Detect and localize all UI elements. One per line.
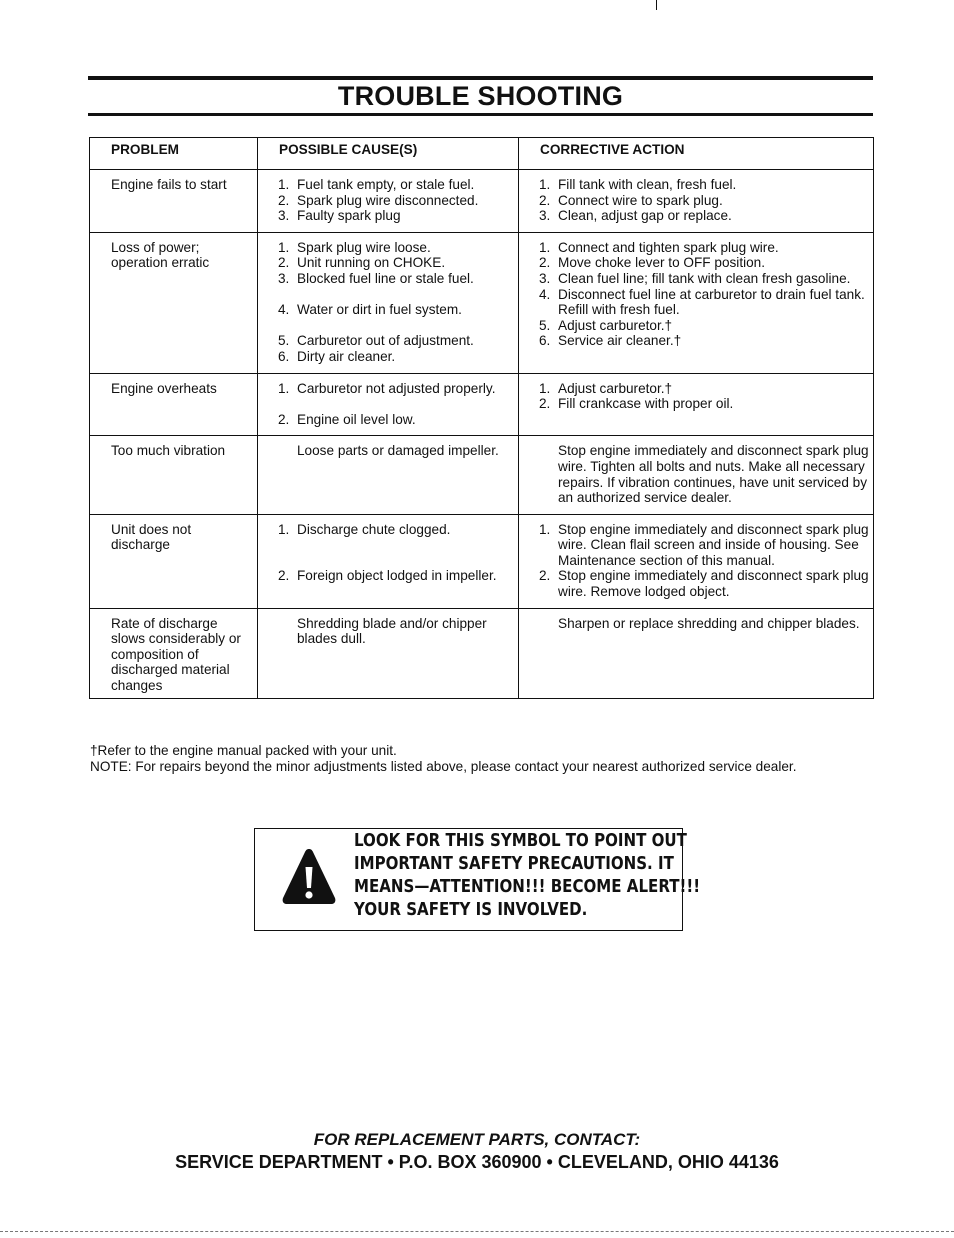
item-text: Carburetor out of adjustment. [297, 333, 474, 349]
item-text: Fill tank with clean, fresh fuel. [558, 177, 737, 192]
item-text: Water or dirt in fuel system. [297, 302, 462, 318]
header-action: CORRECTIVE ACTION [519, 138, 874, 170]
cause-item [278, 412, 514, 428]
item-text: Move choke lever to OFF position. [558, 255, 766, 271]
table-row [90, 436, 874, 514]
item-number: 5. [539, 317, 551, 333]
action-cell [519, 436, 874, 514]
cause-item [278, 349, 514, 365]
action-item [539, 396, 869, 412]
item-text: Blocked fuel line or stale fuel. [297, 270, 474, 286]
contact-heading: FOR REPLACEMENT PARTS, CONTACT: [313, 1130, 641, 1149]
item-number: 1. [539, 239, 551, 255]
item-number: 2. [278, 192, 290, 208]
page-title: TROUBLE SHOOTING [337, 81, 624, 111]
item-text: Stop engine immediately and disconnect spark plug wire. Tighten all bolts and nuts. Make all necessary repairs. If vibration continues, have unit serviced by an authorized service dealer. [558, 443, 869, 506]
cause-cell [258, 373, 519, 436]
item-number [539, 616, 558, 632]
cause-item [278, 240, 514, 256]
safety-notice [254, 828, 701, 931]
item-number: 2. [278, 255, 290, 271]
item-text: Fill crankcase with proper oil. [558, 396, 734, 412]
item-number: 2. [539, 255, 551, 271]
safety-text [354, 830, 701, 922]
action-item [539, 255, 869, 271]
header-problem: PROBLEM [90, 138, 258, 170]
dagger-footnote: †Refer to the engine manual packed with your unit. [90, 743, 397, 758]
cause-cell [258, 232, 519, 373]
item-text: Adjust carburetor.† [558, 380, 673, 396]
line-spacer [278, 318, 514, 334]
action-cell [519, 608, 874, 698]
item-text: Clean, adjust gap or replace. [558, 208, 732, 224]
warning-triangle-icon [281, 847, 337, 907]
item-number [539, 443, 558, 505]
action-cell [519, 514, 874, 608]
item-number: 3. [278, 208, 290, 224]
item-number: 2. [278, 568, 290, 584]
item-text: Discharge chute clogged. [297, 521, 451, 537]
line-spacer [278, 537, 514, 553]
cause-item [278, 255, 514, 271]
problem-cell: Rate of discharge slows considerably or composition of discharged material changes [90, 608, 258, 698]
item-text: Engine oil level low. [297, 411, 416, 427]
item-text: Connect and tighten spark plug wire. [558, 239, 779, 255]
cause-item [278, 193, 514, 209]
item-number: 4. [539, 286, 551, 302]
item-number: 1. [539, 380, 551, 396]
line-spacer [278, 553, 514, 569]
line-spacer [278, 396, 514, 412]
item-text: Adjust carburetor.† [558, 317, 673, 333]
cause-item [278, 302, 514, 318]
item-text: Fuel tank empty, or stale fuel. [297, 177, 475, 192]
item-text: Loose parts or damaged impeller. [297, 443, 499, 459]
contact-address: SERVICE DEPARTMENT • P.O. BOX 360900 • CLEVELAND, OHIO 44136 [175, 1152, 779, 1172]
item-text: Carburetor not adjusted properly. [297, 380, 496, 396]
item-number: 6. [278, 348, 290, 364]
action-item [539, 616, 869, 632]
item-text: Stop engine immediately and disconnect spark plug wire. Remove lodged object. [558, 568, 869, 600]
item-text: Foreign object lodged in impeller. [297, 568, 497, 584]
table-row [90, 232, 874, 373]
problem-cell: Engine overheats [90, 373, 258, 436]
item-text: Unit running on CHOKE. [297, 255, 446, 271]
item-number: 1. [539, 521, 551, 537]
action-cell [519, 373, 874, 436]
item-number: 2. [278, 411, 290, 427]
action-cell [519, 170, 874, 233]
table-row [90, 514, 874, 608]
item-text: Faulty spark plug [297, 208, 401, 224]
cause-item [278, 443, 514, 459]
item-text: Sharpen or replace shredding and chipper blades. [558, 615, 860, 631]
cause-item [278, 271, 514, 287]
cause-item [278, 616, 514, 647]
safety-line: IMPORTANT SAFETY PRECAUTIONS. IT [354, 854, 674, 874]
cause-item [278, 208, 514, 224]
troubleshooting-table [89, 137, 874, 699]
cause-item [278, 522, 514, 538]
item-number: 3. [539, 208, 551, 224]
item-text: Connect wire to spark plug. [558, 192, 723, 208]
cause-item [278, 568, 514, 584]
action-cell [519, 232, 874, 373]
item-text: Dirty air cleaner. [297, 348, 396, 364]
item-text: Disconnect fuel line at carburetor to drain fuel tank. Refill with fresh fuel. [558, 286, 865, 318]
action-item [539, 443, 869, 505]
cause-cell [258, 608, 519, 698]
action-item [539, 287, 869, 318]
table-row [90, 608, 874, 698]
item-number: 2. [539, 192, 551, 208]
item-text: Shredding blade and/or chipper blades dull. [297, 615, 487, 647]
item-number: 5. [278, 333, 290, 349]
item-number: 4. [278, 302, 290, 318]
page-edge-mark [656, 0, 657, 10]
table-header-row [90, 138, 874, 170]
cause-cell [258, 436, 519, 514]
cause-cell [258, 170, 519, 233]
table-row [90, 373, 874, 436]
item-number: 1. [278, 177, 290, 192]
action-item [539, 177, 869, 193]
title-rule-bottom [88, 113, 873, 116]
item-text: Stop engine immediately and disconnect spark plug wire. Clean flail screen and inside of housing. See Maintenance section of this manual. [558, 521, 869, 568]
problem-cell: Engine fails to start [90, 170, 258, 233]
item-number: 1. [278, 380, 290, 396]
item-number [278, 616, 297, 647]
cause-item [278, 381, 514, 397]
item-number: 3. [278, 270, 290, 286]
action-item [539, 271, 869, 287]
table-row [90, 170, 874, 233]
action-item [539, 208, 869, 224]
cause-item [278, 333, 514, 349]
cause-cell [258, 514, 519, 608]
item-number: 3. [539, 270, 551, 286]
action-item [539, 193, 869, 209]
action-item [539, 568, 869, 599]
action-item [539, 522, 869, 569]
problem-cell: Unit does not discharge [90, 514, 258, 608]
item-number: 6. [539, 333, 551, 349]
item-text: Service air cleaner.† [558, 333, 682, 349]
problem-cell: Loss of power; operation erratic [90, 232, 258, 373]
cause-item [278, 177, 514, 193]
action-item [539, 333, 869, 349]
safety-line: LOOK FOR THIS SYMBOL TO POINT OUT [354, 831, 687, 851]
header-causes: POSSIBLE CAUSE(S) [258, 138, 519, 170]
item-text: Spark plug wire loose. [297, 239, 431, 255]
item-text: Spark plug wire disconnected. [297, 192, 479, 208]
item-number [278, 443, 297, 459]
page-bottom-edge [0, 1231, 954, 1232]
item-number: 2. [539, 568, 551, 584]
item-text: Clean fuel line; fill tank with clean fresh gasoline. [558, 270, 851, 286]
action-item [539, 381, 869, 397]
action-item [539, 318, 869, 334]
item-number: 1. [278, 239, 290, 255]
service-note: NOTE: For repairs beyond the minor adjustments listed above, please contact your nearest authorized service dealer. [90, 759, 797, 774]
item-number: 1. [278, 521, 290, 537]
safety-line: YOUR SAFETY IS INVOLVED. [354, 900, 588, 920]
item-number: 1. [539, 177, 551, 192]
problem-cell: Too much vibration [90, 436, 258, 514]
action-item [539, 240, 869, 256]
safety-line: MEANS—ATTENTION!!! BECOME ALERT!!! [354, 877, 701, 897]
line-spacer [278, 287, 514, 303]
item-number: 2. [539, 396, 551, 412]
